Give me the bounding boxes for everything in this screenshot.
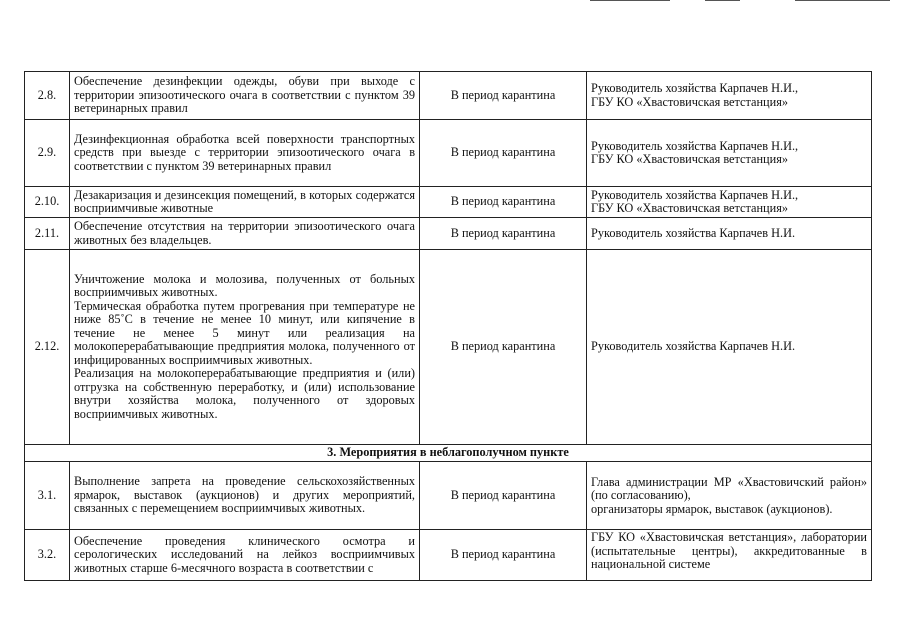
measures-table [24,71,872,581]
row-number: 3.2. [25,530,70,581]
responsible-cell: ГБУ КО «Хвастовичская ветстанция», лаборатории (испытательные центры), аккредитованные в национальной системе [587,530,872,581]
measure-description: Дезинфекционная обработка всей поверхности транспортных средств при выезде с территории эпизоотического очага в соответствии с пунктом 39 ветеринарных правил [70,120,420,187]
responsible-line: ГБУ КО «Хвастовичская ветстанция» [591,94,789,109]
responsible-cell [587,187,872,218]
row-number: 2.12. [25,250,70,445]
responsible-line: ГБУ КО «Хвастовичская ветстанция» [591,201,789,215]
table-row [25,530,872,581]
measure-description [70,250,420,445]
section-header-row [25,445,872,462]
responsible-cell [587,72,872,120]
description-paragraph: Уничтожение молока и молозива, полученных от больных восприимчивых животных. [74,271,415,300]
measure-description: Выполнение запрета на проведение сельскохозяйственных ярмарок, выставок (аукционов) и других мероприятий, связанных с перемещением восприимчивых животных. [70,462,420,530]
period-cell: В период карантина [420,250,587,445]
page-edge-line [795,0,890,1]
row-number: 2.11. [25,218,70,250]
table-row [25,72,872,120]
responsible-line: Руководитель хозяйства Карпачев Н.И., [591,81,799,95]
row-number: 2.9. [25,120,70,187]
page-edge-line [590,0,670,1]
period-cell: В период карантина [420,72,587,120]
responsible-line: Руководитель хозяйства Карпачев Н.И., [591,138,799,153]
row-number: 2.10. [25,187,70,218]
measure-description: Обеспечение отсутствия на территории эпизоотического очага животных без владельцев. [70,218,420,250]
table-row [25,250,872,445]
measure-description: Обеспечение дезинфекции одежды, обуви при выходе с территории эпизоотического очага в соответствии с пунктом 39 ветеринарных правил [70,72,420,120]
description-paragraph: Термическая обработка путем прогревания при температуре не ниже 85˚С в течение не менее 10 минут, или кипячение в течение не менее 5 минут или реализация на молокоперерабатывающие предприятия молока, полученного от инфицированных восприимчивых животных. [74,298,415,367]
responsible-line: Руководитель хозяйства Карпачев Н.И. [591,225,796,240]
responsible-line: Глава администрации МР «Хвастовичский район» (по согласованию), [591,474,867,503]
measure-description: Дезакаризация и дезинсекция помещений, в которых содержатся восприимчивые животные [70,187,420,218]
responsible-line: Руководитель хозяйства Карпачев Н.И. [591,339,796,354]
table-row [25,187,872,218]
responsible-cell [587,462,872,530]
responsible-cell [587,120,872,187]
responsible-line: Руководитель хозяйства Карпачев Н.И., [591,187,799,202]
measure-description: Обеспечение проведения клинического осмотра и серологических исследований на лейкоз восприимчивых животных старше 6-месячного возраста в соответствии с [70,530,420,581]
page-edge-line [705,0,740,1]
table-row [25,120,872,187]
table-row [25,218,872,250]
period-cell: В период карантина [420,187,587,218]
responsible-cell [587,250,872,445]
period-cell: В период карантина [420,530,587,581]
table-row [25,462,872,530]
responsible-line: организаторы ярмарок, выставок (аукционов). [591,501,833,516]
period-cell: В период карантина [420,218,587,250]
section-title: 3. Мероприятия в неблагополучном пункте [25,445,872,462]
responsible-cell [587,218,872,250]
row-number: 3.1. [25,462,70,530]
row-number: 2.8. [25,72,70,120]
responsible-line: ГБУ КО «Хвастовичская ветстанция» [591,152,789,166]
period-cell: В период карантина [420,462,587,530]
description-paragraph: Реализация на молокоперерабатывающие предприятия и (или) отгрузка на собственную переработку, и (или) использование внутри хозяйства молока, полученного от здоровых восприимчивых животных. [74,366,415,421]
period-cell: В период карантина [420,120,587,187]
